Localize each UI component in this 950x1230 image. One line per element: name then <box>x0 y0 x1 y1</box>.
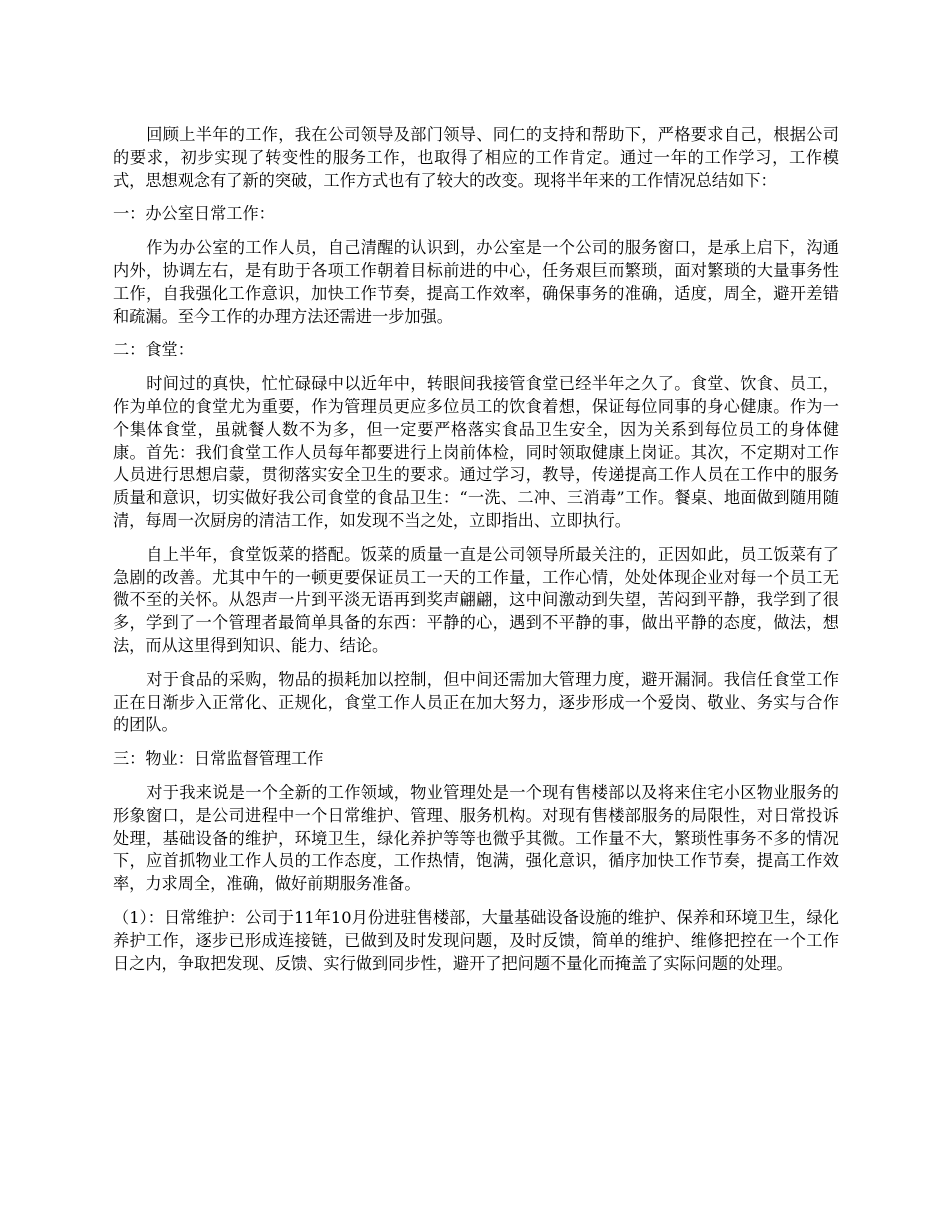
canteen-paragraph-3: 对于食品的采购，物品的损耗加以控制，但中间还需加大管理力度，避开漏洞。我信任食堂工作正在日渐步入正常化、正规化，食堂工作人员正在加大努力，逐步形成一个爱岗、敬业、务实与合作的团队。 <box>113 669 839 735</box>
intro-paragraph: 回顾上半年的工作，我在公司领导及部门领导、同仁的支持和帮助下，严格要求自己，根据公司的要求，初步实现了转变性的服务工作，也取得了相应的工作肯定。通过一年的工作学习，工作模式，思想观念有了新的突破，工作方式也有了较大的改变。现将半年来的工作情况总结如下： <box>113 125 839 190</box>
property-paragraph-1: 对于我来说是一个全新的工作领域，物业管理处是一个现有售楼部以及将来住宅小区物业服务的形象窗口，是公司进程中一个日常维护、管理、服务机构。对现有售楼部服务的局限性，对日常投诉处理，基础设备的维护，环境卫生，绿化养护等等也微乎其微。工作量不大，繁琐性事务不多的情况下，应首抓物业工作人员的工作态度，工作热情，饱满，强化意识，循序加快工作节奏，提高工作效率，力求周全，准确，做好前期服务准备。 <box>113 782 839 894</box>
canteen-paragraph-1: 时间过的真快，忙忙碌碌中以近年中，转眼间我接管食堂已经半年之久了。食堂、饮食、员工，作为单位的食堂尤为重要，作为管理员更应多位员工的饮食着想，保证每位同事的身心健康。作为一个集体食堂，虽就餐人数不为多，但一定要严格落实食品卫生安全，因为关系到每位员工的身体健康。首先：我们食堂工作人员每年都要进行上岗前体检，同时领取健康上岗证。其次，不定期对工作人员进行思想启蒙，贯彻落实安全卫生的要求。通过学习，教导，传递提高工作人员在工作中的服务质量和意识，切实做好我公司食堂的食品卫生：“一洗、二冲、三消毒”工作。餐桌、地面做到随用随清，每周一次厨房的清洁工作，如发现不当之处，立即指出、立即执行。 <box>113 374 839 530</box>
document-body <box>113 124 839 986</box>
office-paragraph: 作为办公室的工作人员，自己清醒的认识到，办公室是一个公司的服务窗口，是承上启下，沟通内外，协调左右，是有助于各项工作朝着目标前进的中心，任务艰巨而繁琐，面对繁琐的大量事务性工作，自我强化工作意识，加快工作节奏，提高工作效率，确保事务的准确，适度，周全，避开差错和疏漏。至今工作的办理方法还需进一步加强。 <box>113 238 839 326</box>
canteen-paragraph-2: 自上半年，食堂饭菜的搭配。饭菜的质量一直是公司领导所最关注的，正因如此，员工饭菜有了急剧的改善。尤其中午的一顿更要保证员工一天的工作量，工作心情，处处体现企业对每一个员工无微不至的关怀。从怨声一片到平淡无语再到奖声翩翩，这中间激动到失望，苦闷到平静，我学到了很多，学到了一个管理者最简单具备的东西：平静的心，遇到不平静的事，做出平静的态度，做法，想法，而从这里得到知识、能力、结论。 <box>113 544 839 655</box>
section-heading-office: 一：办公室日常工作： <box>113 204 275 224</box>
property-paragraph-maintenance: （1）：日常维护：公司于11年10月份进驻售楼部，大量基础设备设施的维护、保养和环境卫生，绿化养护工作，逐步已形成连接链，已做到及时发现问题，及时反馈，简单的维护、维修把控在一个工作日之内，争取把发现、反馈、实行做到同步性，避开了把问题不量化而掩盖了实际问题的处理。 <box>113 907 839 973</box>
section-heading-canteen: 二：食堂： <box>113 340 194 360</box>
section-heading-property: 三：物业：日常监督管理工作 <box>113 749 324 769</box>
